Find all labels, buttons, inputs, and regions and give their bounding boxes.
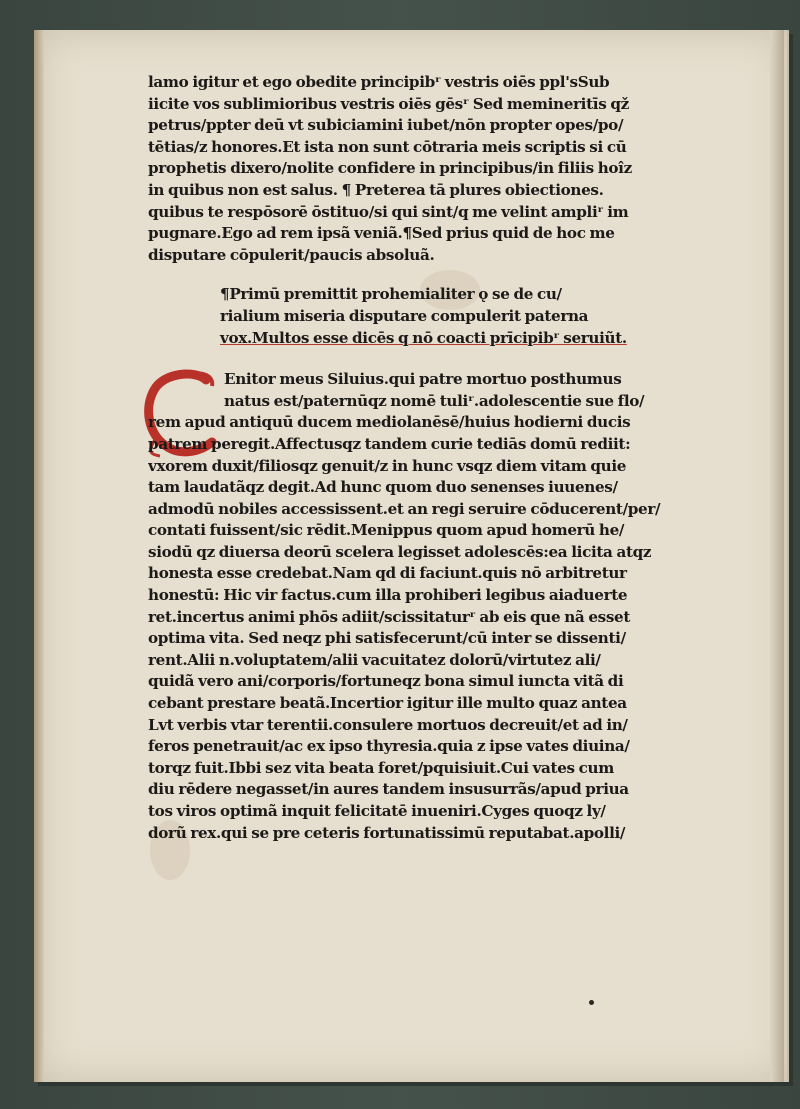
text-line: Lvt verbis vtar terentii.consulere mortuos decreuit/et ad in/ xyxy=(148,715,628,734)
text-line: tam laudatãqz degit.Ad hunc quom duo senenses iuuenes/ xyxy=(148,478,618,497)
text-line: ret.incertus animi phōs adiit/scissitaturʳ ab eis que nã esset xyxy=(148,607,631,626)
text-line: patrem peregit.Affectusqz tandem curie tediās domū rediit: xyxy=(148,434,631,453)
text-line: honesta esse credebat.Nam qd di faciunt.quis nō arbitretur xyxy=(148,564,627,583)
text-line: siodū qz diuersa deorū scelera legisset adolescēs:ea licita atqz xyxy=(148,542,652,561)
text-line: petrus/ppter deū vt subiciamini iubet/nōn propter opes/po/ xyxy=(148,116,624,135)
text-line: disputare cōpulerit/paucis absoluã. xyxy=(148,245,435,264)
text-line: natus est/paternūqz nomē tuliʳ.adolescentie sue flo/ xyxy=(224,391,645,410)
rubric-line: vox.Multos esse dicēs q nō coacti prīcipibʳ seruiũt. xyxy=(220,328,627,347)
rubric-line: rialium miseria disputare compulerit paterna xyxy=(220,306,589,325)
text-line: feros penetrauit/ac ex ipso thyresia.quia z ipse vates diuina/ xyxy=(148,737,630,756)
text-line: rent.Alii n.voluptatem/alii vacuitatez dolorū/virtutez ali/ xyxy=(148,650,601,669)
text-line: pugnare.Ego ad rem ipsã veniã.¶Sed prius quid de hoc me xyxy=(148,224,615,243)
page-fore-edge xyxy=(770,30,784,1082)
rubric-line: ¶Primū premittit prohemialiter ǫ se de cu/ xyxy=(220,285,562,304)
text-line: torqz fuit.Ibbi sez vita beata foret/pquisiuit.Cui vates cum xyxy=(148,758,614,777)
binding-edge xyxy=(34,30,44,1082)
document-text xyxy=(148,72,683,844)
rubric-heading xyxy=(148,284,683,349)
text-line: vxorem duxit/filiosqz genuit/z in hunc vsqz diem vitam quie xyxy=(148,456,627,475)
text-line: dorũ rex.qui se pre ceteris fortunatissimū reputabat.apolli/ xyxy=(148,823,626,842)
text-line: optima vita. Sed neqz phi satisfecerunt/cū inter se dissenti/ xyxy=(148,629,626,648)
text-line: honestū: Hic vir factus.cum illa prohiberi legibus aiaduerte xyxy=(148,586,628,605)
text-line: diu rēdere negasset/in aures tandem insusurrãs/apud priua xyxy=(148,780,629,799)
text-line: tos viros optimã inquit felicitatē inueniri.Cyges quoqz ly/ xyxy=(148,802,606,820)
text-line: Enitor meus Siluius.qui patre mortuo posthumus xyxy=(224,370,622,389)
text-line: quibus te respōsorē ōstituo/si qui sint/q me velint ampliʳ im xyxy=(148,202,629,221)
text-line: iicite vos sublimioribus vestris oiēs gēsʳ Sed memineritīs qž xyxy=(148,94,629,113)
text-line: rem apud antiquū ducem mediolanēsē/huius hodierni ducis xyxy=(148,413,631,432)
text-line: admodū nobiles accessissent.et an regi seruire cōducerent/per/ xyxy=(148,499,661,518)
intro-paragraph xyxy=(148,72,683,266)
text-line: cebant prestare beatã.Incertior igitur ille multo quaz antea xyxy=(148,694,627,713)
text-line: tētias/z honores.Et ista non sunt cōtraria meis scriptis si cū xyxy=(148,137,627,156)
text-line: quidã vero ani/corporis/fortuneqz bona simul iuncta vitã di xyxy=(148,672,624,691)
text-line: in quibus non est salus. ¶ Preterea tā plures obiectiones. xyxy=(148,180,604,199)
ink-dot xyxy=(589,1000,594,1005)
text-line: contati fuissent/sic rēdit.Menippus quom apud homerū he/ xyxy=(148,521,625,540)
text-line: prophetis dixero/nolite confidere in principibus/in filiis hoîz xyxy=(148,159,632,178)
text-line: lamo igitur et ego obedite principibʳ vestris oiēs ppl'sSub xyxy=(148,73,610,91)
chapter-paragraph xyxy=(148,369,683,844)
